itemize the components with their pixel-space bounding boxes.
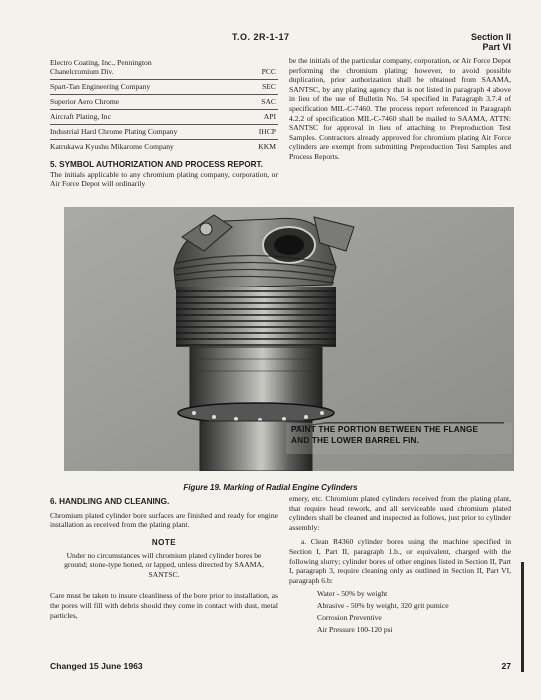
plater-name: Superior Aero Chrome: [50, 97, 120, 106]
slurry-item: Water - 50% by weight: [317, 589, 388, 599]
callout-text: PAINT THE PORTION BETWEEN THE FLANGE AND THE LOWER BARREL FIN.: [291, 425, 479, 445]
section-5-paragraph: The initials applicable to any chromium plating company, corporation, or Air Force Depot will ordinarily: [50, 169, 278, 189]
process-report-paragraph: be the initials of the particular company, corporation, or Air Force Depot performing the chromium plating; however, to avoid possible duplication, prior authorization shall be obtained from SAAMA, SANTSC, by any plating agency that is not listed in paragraph 4 above in lieu of the use of Bulletin No. 54 specified in Paragraph 3.7.4 of specification MIL-C-7460. The process report referenced in Paragraph 4.2.2 of specification MIL-C-7460 shall be mailed to SAAMA, ATTN: SANTSC for approval in lieu of attaching to Preproduction Test Samples. Contractors already approved for chromium plating Air Force cylinders are exempt from submitting Preproduction Test Samples and Process Reports.: [289, 56, 511, 161]
figure-caption: Figure 19. Marking of Radial Engine Cylinders: [183, 483, 358, 492]
plater-code: KKM: [258, 142, 276, 151]
plater-code: IHCP: [258, 127, 276, 136]
plater-row: [50, 110, 278, 125]
plater-row: [50, 125, 278, 140]
page-number: 27: [501, 661, 511, 671]
change-bar: [521, 562, 524, 672]
change-date: Changed 15 June 1963: [50, 661, 143, 671]
slurry-list: [289, 588, 511, 636]
section-6-heading: 6. HANDLING AND CLEANING.: [50, 497, 170, 506]
cleaning-intro-paragraph: emery, etc. Chromium plated cylinders received from the plating plant, that require head rework, and all serviceable used chromium plated cylinders shall be cleaned and inspected as follows, just prior to cylinder assembly:: [289, 494, 511, 532]
plater-code: API: [263, 112, 276, 121]
plater-row: [50, 95, 278, 110]
care-paragraph: Care must be taken to insure cleanliness of the bore prior to installation, as the pores will fill with debris should they come in contact with dust, metal particles,: [50, 591, 278, 620]
note-box: [50, 538, 278, 580]
slurry-item: Corrosion Preventive: [317, 613, 382, 623]
section-6-paragraph: Chromium plated cylinder bore surfaces are finished and ready for engine installation as received from the plating plant.: [50, 510, 278, 530]
right-column-bottom: [289, 494, 511, 636]
cleaning-step-a: a. Clean R4360 cylinder bores using the machine specified in Section I, Part II, paragraph 1.b., or equivalent, charged with the following slurry; cylinder bores of other engines listed in Section II, Part I, paragraph 3, require cleaning only as outlined in Section II, Part VI, paragraph 6.b:: [289, 537, 511, 585]
plater-code: PCC: [261, 67, 276, 76]
part-label: Part VI: [482, 42, 511, 52]
plater-row: [50, 80, 278, 95]
slurry-item: Air Pressure 100-120 psi: [317, 625, 393, 635]
plater-name: Electro Coating, Inc., Pennington Chanelcromium Div.: [50, 58, 152, 76]
right-column-top: [289, 56, 511, 162]
plater-table: [50, 56, 278, 154]
figure-callout: [291, 425, 478, 446]
technical-order-number: T.O. 2R-1-17: [232, 32, 290, 42]
plater-name: Industrial Hard Chrome Plating Company: [50, 127, 178, 136]
section-header: [471, 32, 511, 52]
plater-name: Katrukawa Kyushu Mikarome Company: [50, 142, 174, 151]
plater-name: Aircraft Plating, Inc: [50, 112, 111, 121]
section-label: Section II: [470, 32, 511, 42]
left-column-top: [50, 56, 278, 189]
section-5-heading: 5. SYMBOL AUTHORIZATION AND PROCESS REPORT.: [50, 160, 263, 169]
plater-row: [50, 140, 278, 154]
note-title: NOTE: [151, 537, 177, 547]
barrel-fins: [176, 287, 336, 347]
plater-row: [50, 56, 278, 80]
note-body: Under no circumstances will chromium plated cylinder bores be ground; stone-type honed, or lapped, unless directed by SAAMA, SANTSC.: [64, 550, 264, 579]
plater-code: SEC: [262, 82, 276, 91]
plater-name: Spart-Tan Engineering Company: [50, 82, 151, 91]
left-column-bottom: [50, 497, 278, 620]
slurry-item: Abrasive - 50% by weight, 320 grit pumice: [317, 601, 449, 611]
plater-code: SAC: [261, 97, 276, 106]
